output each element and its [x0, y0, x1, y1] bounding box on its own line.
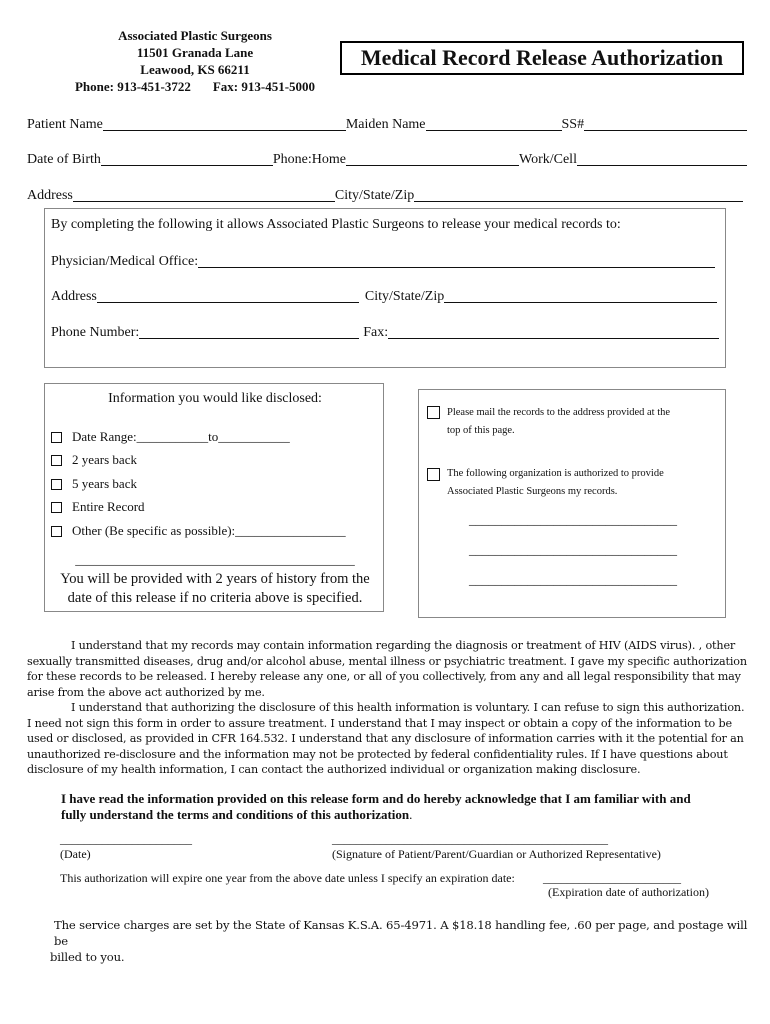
ack-line2: fully understand the terms and conditions of this authorization [61, 807, 410, 822]
other-label: Other (Be specific as possible):_________________ [72, 523, 346, 538]
expiry-label: (Expiration date of authorization) [548, 885, 709, 899]
org-phone: Phone: 913-451-3722 [74, 79, 191, 94]
mail-option-text [447, 404, 670, 440]
mail-checkbox[interactable] [427, 406, 440, 419]
organization-line-2[interactable]: ________________________________ [469, 542, 677, 557]
date-line[interactable]: ______________________ [60, 832, 192, 846]
org-name: Associated Plastic Surgeons [118, 28, 272, 43]
office-city-state-zip-label: City/State/Zip [364, 289, 445, 304]
default-note-line1: You will be provided with 2 years of history from the [60, 571, 370, 587]
other-checkbox[interactable] [51, 526, 62, 537]
date-range-checkbox[interactable] [51, 432, 62, 443]
maiden-name-field[interactable] [426, 116, 562, 131]
work-cell-label: Work/Cell [518, 152, 577, 167]
organization-checkbox[interactable] [427, 468, 440, 481]
patient-address-label: Address [27, 188, 73, 203]
p1-line3: for these records to be released. I hereby release any one, or all of you collectively, from any and all legal responsibility that may [27, 670, 741, 683]
organization-option-text [447, 465, 664, 501]
organization-option-line2: Associated Plastic Surgeons my records. [447, 486, 618, 497]
five-years-checkbox[interactable] [51, 479, 62, 490]
ss-field[interactable] [584, 116, 747, 131]
p2-line1: I understand that authorizing the disclosure of this health information is voluntary. I can refuse to sign this authorization. [71, 701, 745, 714]
patient-name-label: Patient Name [27, 117, 103, 132]
patient-address-field[interactable] [73, 187, 335, 202]
p2-line3: used or disclosed, as provided in CFR 164.532. I understand that any disclosure of information carries with it the potential for an [27, 732, 744, 745]
mail-option-line1: Please mail the records to the address provided at the [447, 407, 671, 418]
disclosure-box [44, 383, 384, 612]
physician-row [51, 253, 715, 270]
expiry-text: This authorization will expire one year from the above date unless I specify an expiration date: [60, 871, 515, 885]
footer-line1: The service charges are set by the State of Kansas K.S.A. 65-4971. A $18.18 handling fee, .60 per page, and postage will be [54, 918, 748, 948]
p1-line2: sexually transmitted diseases, drug and/or alcohol abuse, mental illness or psychiatric treatment. I gave my specific authorization [27, 654, 747, 668]
office-address-row [51, 288, 717, 305]
patient-name-field[interactable] [103, 116, 346, 131]
physician-field[interactable] [198, 253, 715, 268]
other-specify-line[interactable]: ___________________________________________ [75, 552, 355, 567]
footer-line2: billed to you. [50, 950, 125, 964]
two-years-label: 2 years back [72, 452, 137, 467]
office-fax-label: Fax: [363, 325, 389, 340]
mail-option-line2: top of this page. [447, 425, 515, 436]
patient-row-2 [27, 151, 747, 168]
release-intro: By completing the following it allows Associated Plastic Surgeons to release your medical records to: [51, 217, 621, 232]
patient-row-1 [27, 116, 747, 133]
two-years-checkbox[interactable] [51, 455, 62, 466]
five-years-label: 5 years back [72, 476, 137, 491]
organization-option-line1: The following organization is authorized to provide [447, 468, 664, 479]
date-range-label: Date Range:___________to___________ [72, 429, 290, 444]
entire-record-checkbox[interactable] [51, 502, 62, 513]
org-address-line1: 11501 Granada Lane [136, 45, 254, 60]
office-phone-field[interactable] [139, 324, 359, 339]
organization-line-1[interactable]: ________________________________ [469, 512, 677, 527]
patient-city-state-zip-field[interactable] [414, 187, 743, 202]
option-entire-record[interactable] [51, 499, 145, 515]
entire-record-label: Entire Record [72, 499, 145, 514]
p1-line1: I understand that my records may contain information regarding the diagnosis or treatment of HIV (AIDS virus). , other [71, 639, 736, 652]
physician-label: Physician/Medical Office: [51, 254, 199, 269]
office-city-state-zip-field[interactable] [444, 288, 717, 303]
p2-line5: disclosure of my health information, I can contact the authorized individual or organization making disclosure. [27, 763, 641, 776]
office-fax-field[interactable] [388, 324, 719, 339]
dob-field[interactable] [101, 151, 273, 166]
release-to-box [44, 208, 726, 368]
maiden-name-label: Maiden Name [345, 117, 426, 132]
form-title: Medical Record Release Authorization [340, 41, 744, 75]
option-date-range[interactable] [51, 429, 290, 445]
hiv-disclosure-paragraph [27, 638, 747, 778]
disclosure-heading: Information you would like disclosed: [108, 391, 322, 406]
ack-period: . [409, 807, 413, 822]
date-label: (Date) [60, 847, 91, 861]
work-cell-field[interactable] [577, 151, 747, 166]
option-five-years[interactable] [51, 476, 137, 492]
office-phone-label: Phone Number: [51, 325, 140, 340]
organization-line-3[interactable]: ________________________________ [469, 572, 677, 587]
option-other[interactable] [51, 523, 346, 539]
expiry-line[interactable]: _______________________ [543, 871, 681, 885]
p2-line4: unauthorized re-disclosure and the information may not be protected by federal confidentiality rules. If I have questions about [27, 747, 728, 761]
ack-line1: I have read the information provided on this release form and do hereby acknowledge that I am familiar with and [61, 791, 691, 806]
signature-line[interactable]: ______________________________________________ [332, 832, 608, 846]
org-fax: Fax: 913-451-5000 [212, 79, 316, 94]
office-address-label: Address [51, 289, 97, 304]
phone-home-field[interactable] [346, 151, 519, 166]
acknowledgement [61, 791, 751, 823]
letterhead [50, 27, 340, 95]
office-address-field[interactable] [97, 288, 359, 303]
delivery-box [418, 389, 726, 618]
dob-label: Date of Birth [27, 152, 101, 167]
p1-line4: arise from the above act authorized by me. [27, 685, 265, 699]
service-charges-note [50, 917, 750, 965]
default-note-line2: date of this release if no criteria above is specified. [67, 590, 363, 606]
office-phone-row [51, 324, 719, 341]
signature-label: (Signature of Patient/Parent/Guardian or Authorized Representative) [332, 847, 661, 861]
patient-city-state-zip-label: City/State/Zip [334, 188, 415, 203]
patient-row-3 [27, 187, 743, 204]
option-two-years[interactable] [51, 452, 137, 468]
p2-line2: I need not sign this form in order to assure treatment. I understand that I may inspect or obtain a copy of the information to be [27, 716, 733, 730]
phone-home-label: Phone:Home [272, 152, 346, 167]
ss-label: SS# [561, 117, 585, 132]
org-address-line2: Leawood, KS 66211 [140, 62, 250, 77]
